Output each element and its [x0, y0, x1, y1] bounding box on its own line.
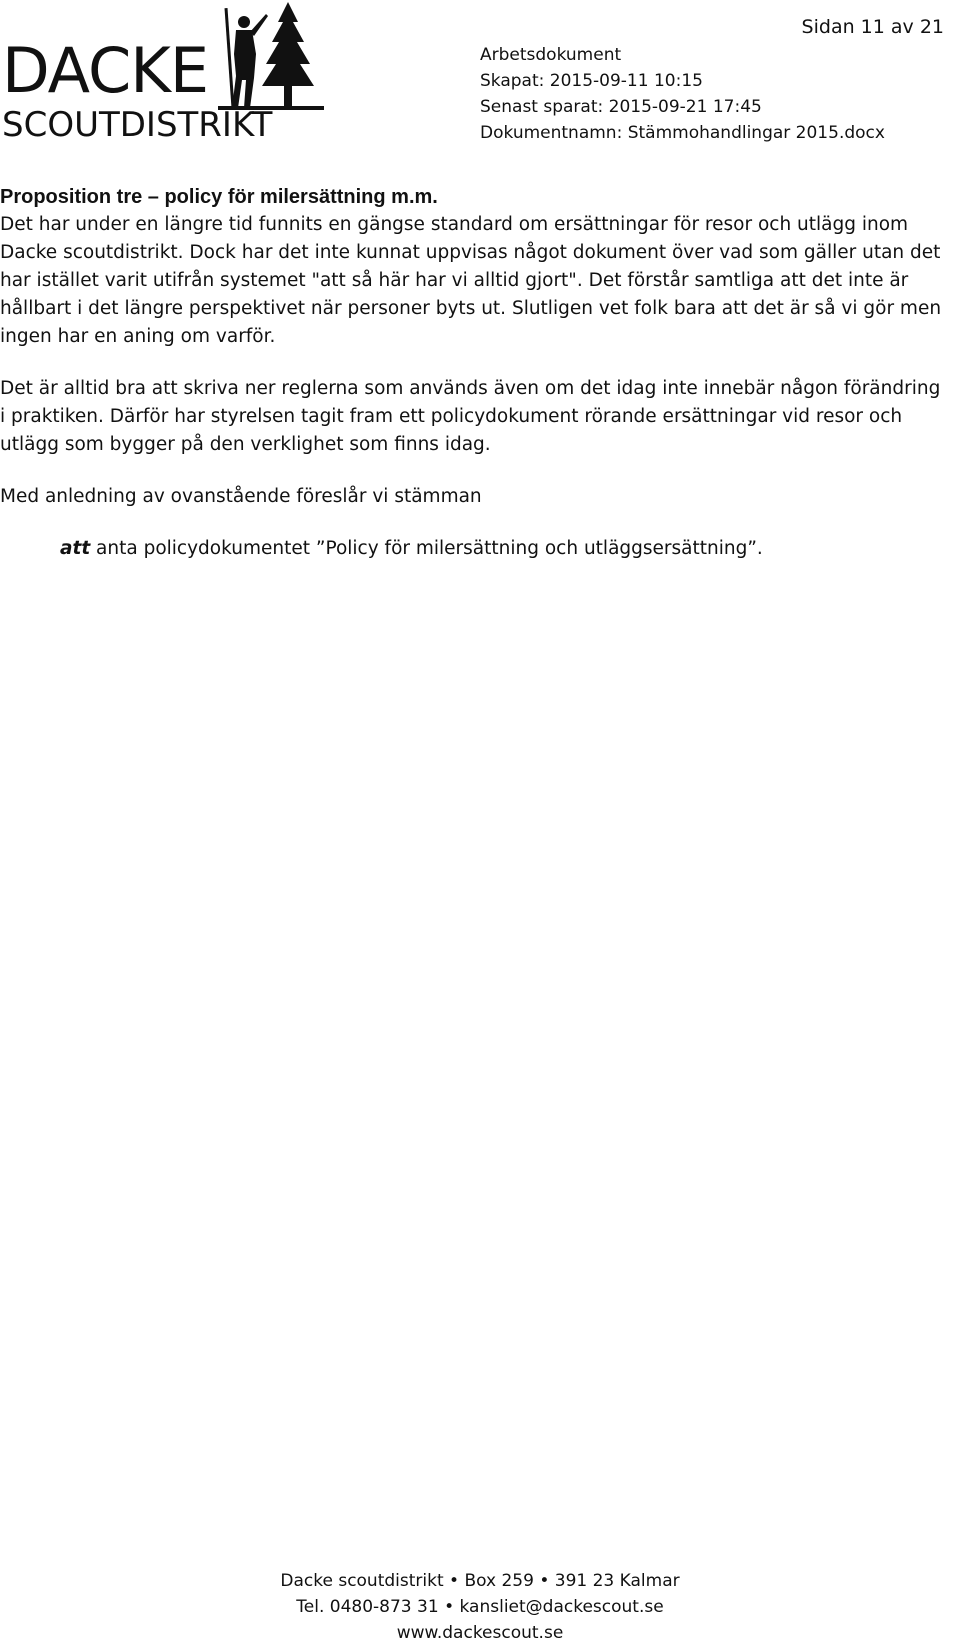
att-keyword: att [60, 538, 91, 559]
scout-silhouette-logo-icon [210, 0, 330, 112]
document-body [0, 183, 950, 563]
document-type: Arbetsdokument [480, 45, 622, 65]
footer-website: www.dackescout.se [396, 1623, 564, 1643]
page-footer [0, 1568, 960, 1646]
footer-contact: Tel. 0480-873 31 • kansliet@dackescout.se [296, 1597, 664, 1617]
logo-wordmark-dacke: DACKE [2, 34, 209, 107]
att-clause-text: anta policydokumentet ”Policy för milersättning och utläggsersättning”. [90, 538, 763, 559]
created-timestamp: Skapat: 2015-09-11 10:15 [480, 71, 703, 91]
paragraph-rationale: Det är alltid bra att skriva ner reglerna som används även om det idag inte innebär någon förändring i praktiken. Därför har styrelsen tagit fram ett policydokument rörande ersättningar vid resor och utlägg som bygger på den verklighet som finns idag. [0, 378, 941, 455]
footer-address: Dacke scoutdistrikt • Box 259 • 391 23 Kalmar [280, 1571, 680, 1591]
document-filename: Dokumentnamn: Stämmohandlingar 2015.docx [480, 123, 885, 143]
proposal-intro: Med anledning av ovanstående föreslår vi stämman [0, 486, 482, 507]
paragraph-background: Det har under en längre tid funnits en gängse standard om ersättningar för resor och utlägg inom Dacke scoutdistrikt. Dock har det inte kunnat uppvisas något dokument över vad som gäller utan det har istället varit utifrån systemet "att så här har vi alltid gjort". Det förstår samtliga att det inte är hållbart i det längre perspektivet när personer byts ut. Slutligen vet folk bara att det är så vi gör men ingen har en aning om varför. [0, 214, 942, 347]
dacke-logo [0, 0, 330, 150]
page-number: Sidan 11 av 21 [801, 16, 944, 38]
logo-wordmark-scoutdistrikt: SCOUTDISTRIKT [2, 105, 273, 145]
document-metadata [480, 42, 885, 146]
saved-timestamp: Senast sparat: 2015-09-21 17:45 [480, 97, 762, 117]
proposal-att-clause [0, 535, 950, 563]
section-heading: Proposition tre – policy för milersättning m.m. [0, 186, 438, 208]
